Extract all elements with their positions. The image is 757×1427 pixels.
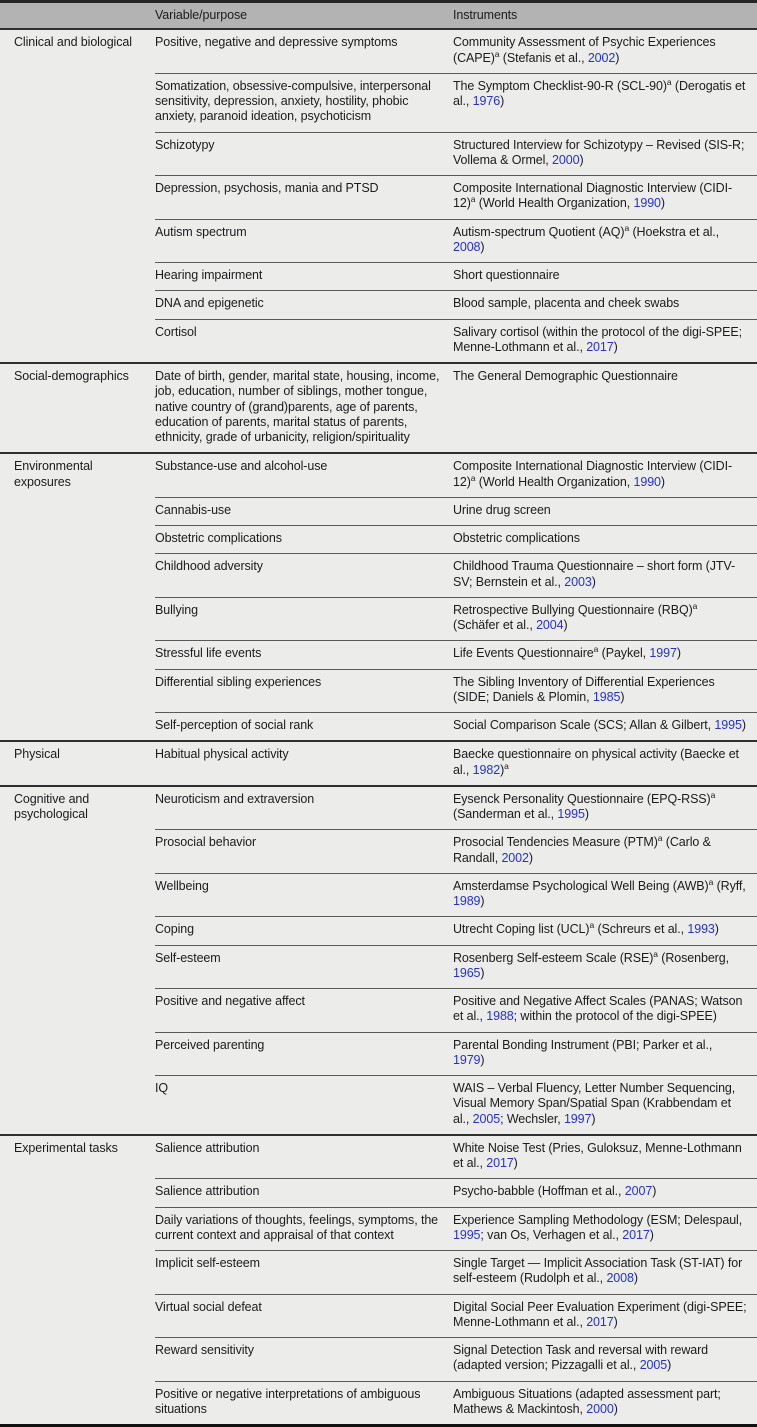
variable-cell: Somatization, obsessive-compulsive, interpersonal sensitivity, depression, anxiety, hostility, phobic anxiety, paranoid ideation, psychoticism xyxy=(155,73,453,132)
footnote-marker: a xyxy=(653,948,658,959)
category-cell: Clinical and biological xyxy=(0,29,155,363)
category-cell: Environmental exposures xyxy=(0,453,155,741)
instrument-cell: Composite International Diagnostic Interview (CIDI-12)$^a$ (World Health Organization, 1990) xyxy=(453,176,757,220)
table-row xyxy=(0,363,757,453)
table-row xyxy=(0,741,757,786)
table-body xyxy=(0,29,757,1425)
footnote-marker: a xyxy=(470,472,476,483)
citation-year-link[interactable]: 1989 xyxy=(453,894,481,908)
citation-year-link[interactable]: 1997 xyxy=(649,646,677,661)
instrument-cell: Positive and Negative Affect Scales (PANAS; Watson et al., 1988; within the protocol of the digi-SPEE) xyxy=(453,989,757,1033)
variable-cell: Positive or negative interpretations of ambiguous situations xyxy=(155,1381,453,1426)
citation-year-link[interactable]: 1979 xyxy=(453,1052,481,1067)
footnote-marker: a xyxy=(710,789,716,800)
citation-year-link[interactable]: 2005 xyxy=(472,1111,501,1126)
category-cell: Cognitive and psychological xyxy=(0,786,155,1135)
citation-year-link[interactable]: 2008 xyxy=(606,1271,634,1286)
citation-year-link[interactable]: 2008 xyxy=(453,239,481,254)
citation-year-link[interactable]: 2017 xyxy=(486,1156,514,1170)
table-header xyxy=(0,2,757,30)
instrument-cell: Baecke questionnaire on physical activity (Baecke et al., 1982)$^a$ xyxy=(453,741,757,786)
variable-cell: Stressful life events xyxy=(155,641,453,669)
category-cell: Experimental tasks xyxy=(0,1135,155,1426)
table-row xyxy=(0,1135,757,1179)
variable-cell: Self-esteem xyxy=(155,945,453,989)
citation-year-link[interactable]: 2017 xyxy=(622,1227,650,1242)
variable-cell: Daily variations of thoughts, feelings, symptoms, the current context and appraisal of that context xyxy=(155,1207,453,1251)
variable-cell: Childhood adversity xyxy=(155,554,453,598)
variable-cell: Cannabis-use xyxy=(155,497,453,525)
variable-cell: Depression, psychosis, mania and PTSD xyxy=(155,176,453,220)
footnote-marker: a xyxy=(504,760,509,771)
instrument-cell: Signal Detection Task and reversal with reward (adapted version; Pizzagalli et al., 2005) xyxy=(453,1338,757,1382)
citation-year-link[interactable]: 2000 xyxy=(552,152,580,167)
variable-cell: DNA and epigenetic xyxy=(155,291,453,319)
citation-year-link[interactable]: 1995 xyxy=(714,718,742,732)
citation-year-link[interactable]: 1995 xyxy=(453,1227,481,1242)
footnote-marker: a xyxy=(708,876,714,887)
instrument-cell: The Symptom Checklist-90-R $(SCL-90)^a$ (Derogatis et al., 1976) xyxy=(453,73,757,132)
instrument-cell: Eysenck Personality Questionnaire $(EPQ-RSS)^a$ (Sanderman et al., 1995) xyxy=(453,786,757,830)
instrument-cell: Blood sample, placenta and cheek swabs xyxy=(453,291,757,319)
footnote-marker: a xyxy=(692,600,698,611)
table-row xyxy=(0,453,757,497)
variable-cell: Bullying xyxy=(155,597,453,641)
instrument-cell: Ambiguous Situations (adapted assessment part; Mathews & Mackintosh, 2000) xyxy=(453,1381,757,1426)
citation-year-link[interactable]: 1990 xyxy=(633,474,661,489)
variable-cell: Habitual physical activity xyxy=(155,741,453,786)
citation-year-link[interactable]: 2002 xyxy=(501,850,529,865)
citation-year-link[interactable]: 1988 xyxy=(486,1009,514,1024)
variable-cell: Reward sensitivity xyxy=(155,1338,453,1382)
instrument-cell: Social Comparison Scale (SCS; Allan & Gilbert, 1995) xyxy=(453,713,757,742)
instrument-cell: Single Target — Implicit Association Task (ST-IAT) for self-esteem (Rudolph et al., 2008) xyxy=(453,1251,757,1295)
variable-cell: Positive, negative and depressive symptoms xyxy=(155,29,453,73)
citation-year-link[interactable]: 2002 xyxy=(587,50,616,65)
variable-cell: Hearing impairment xyxy=(155,263,453,291)
footnote-marker: a xyxy=(666,76,672,87)
instrument-cell: White Noise Test (Pries, Guloksuz, Menne-Lothmann et al., 2017) xyxy=(453,1135,757,1179)
citation-year-link[interactable]: 2007 xyxy=(624,1184,653,1199)
instrument-cell: Life Events Questionnaire$^a$ (Paykel, 1997) xyxy=(453,641,757,669)
citation-year-link[interactable]: 2004 xyxy=(536,618,564,632)
instrument-cell: Structured Interview for Schizotypy – Revised (SIS-R; Vollema & Ormel, 2000) xyxy=(453,132,757,176)
instrument-cell: The Sibling Inventory of Differential Experiences (SIDE; Daniels & Plomin, 1985) xyxy=(453,669,757,713)
variable-cell: Salience attribution xyxy=(155,1179,453,1207)
variable-cell: Neuroticism and extraversion xyxy=(155,786,453,830)
citation-year-link[interactable]: 1990 xyxy=(633,196,661,211)
citation-year-link[interactable]: 1982 xyxy=(472,762,501,777)
instrument-cell: Salivary cortisol (within the protocol of the digi-SPEE; Menne-Lothmann et al., 2017) xyxy=(453,319,757,363)
variable-cell: Wellbeing xyxy=(155,873,453,917)
instrument-cell: Short questionnaire xyxy=(453,263,757,291)
variable-cell: Salience attribution xyxy=(155,1135,453,1179)
footnote-marker: a xyxy=(470,194,476,205)
variable-cell: Differential sibling experiences xyxy=(155,669,453,713)
variable-cell: Self-perception of social rank xyxy=(155,713,453,742)
column-header-category xyxy=(0,2,155,30)
variable-cell: Autism spectrum xyxy=(155,219,453,263)
variable-cell: Coping xyxy=(155,917,453,945)
citation-year-link[interactable]: 2003 xyxy=(564,574,592,589)
instrument-cell: Obstetric complications xyxy=(453,526,757,554)
header-row xyxy=(0,2,757,30)
table-row xyxy=(0,786,757,830)
citation-year-link[interactable]: 2005 xyxy=(639,1358,668,1373)
instrument-cell: The General Demographic Questionnaire xyxy=(453,363,757,453)
instrument-cell: Community Assessment of Psychic Experiences (CAPE)$^a$ (Stefanis et al., 2002) xyxy=(453,29,757,73)
citation-year-link[interactable]: 1995 xyxy=(557,807,585,821)
instrument-cell: Prosocial Tendencies Measure (PTM)$^a$ (Carlo & Randall, 2002) xyxy=(453,830,757,874)
variable-cell: Virtual social defeat xyxy=(155,1294,453,1338)
variable-cell: Prosocial behavior xyxy=(155,830,453,874)
footnote-marker: a xyxy=(589,920,595,931)
column-header-variable: Variable/purpose xyxy=(155,2,453,30)
variable-cell: Cortisol xyxy=(155,319,453,363)
citation-year-link[interactable]: 1976 xyxy=(472,94,501,108)
footnote-marker: a xyxy=(657,833,663,844)
variable-cell: Schizotypy xyxy=(155,132,453,176)
citation-year-link[interactable]: 2017 xyxy=(586,339,614,354)
instrument-cell: Psycho-babble (Hoffman et al., 2007) xyxy=(453,1179,757,1207)
instrument-cell: Childhood Trauma Questionnaire – short form (JTV-SV; Bernstein et al., 2003) xyxy=(453,554,757,598)
variable-cell: Date of birth, gender, marital state, housing, income, job, education, number of siblings, mother tongue, native country of (grand)parents, age of parents, education of parents, marital status of parents, ethnicity, grade of urbanicity, religion/spirituality xyxy=(155,363,453,453)
variable-cell: Substance-use and alcohol-use xyxy=(155,453,453,497)
footnote-marker: a xyxy=(593,644,599,655)
footnote-marker: a xyxy=(624,222,630,233)
instrument-cell: Utrecht Coping list (UCL)$^a$ (Schreurs et al., 1993) xyxy=(453,917,757,945)
variable-cell: Perceived parenting xyxy=(155,1032,453,1076)
citation-year-link[interactable]: 2017 xyxy=(586,1314,614,1329)
footnote-marker: a xyxy=(494,48,500,59)
citation-year-link[interactable]: 1965 xyxy=(453,965,481,980)
column-header-instruments: Instruments xyxy=(453,2,757,30)
instrument-cell: WAIS – Verbal Fluency, Letter Number Sequencing, Visual Memory Span/Spatial Span (Krabbendam et al., 2005; Wechsler, 1997) xyxy=(453,1076,757,1135)
category-cell: Physical xyxy=(0,741,155,786)
citation-year-link[interactable]: 2000 xyxy=(586,1401,614,1416)
instrument-cell: Retrospective Bullying Questionnaire (RBQ)$^a$ (Schäfer et al., 2004) xyxy=(453,597,757,641)
instrument-cell: Composite International Diagnostic Interview (CIDI-12)$^a$ (World Health Organization, 1990) xyxy=(453,453,757,497)
citation-year-link[interactable]: 1997 xyxy=(563,1111,592,1126)
instrument-cell: Digital Social Peer Evaluation Experiment (digi-SPEE; Menne-Lothmann et al., 2017) xyxy=(453,1294,757,1338)
instrument-cell: Amsterdamse Psychological Well Being (AWB)$^a$ (Ryff, 1989) xyxy=(453,873,757,917)
variable-cell: IQ xyxy=(155,1076,453,1135)
citation-year-link[interactable]: 1985 xyxy=(592,689,621,704)
category-cell: Social-demographics xyxy=(0,363,155,453)
instrument-cell: Urine drug screen xyxy=(453,497,757,525)
variable-cell: Implicit self-esteem xyxy=(155,1251,453,1295)
variable-cell: Obstetric complications xyxy=(155,526,453,554)
instrument-cell: Parental Bonding Instrument (PBI; Parker et al., 1979) xyxy=(453,1032,757,1076)
variable-cell: Positive and negative affect xyxy=(155,989,453,1033)
citation-year-link[interactable]: 1993 xyxy=(687,922,715,937)
instrument-cell: Experience Sampling Methodology (ESM; Delespaul, 1995; van Os, Verhagen et al., 2017) xyxy=(453,1207,757,1251)
table-row xyxy=(0,29,757,73)
instrument-cell: Rosenberg Self-esteem Scale (RSE)$^a$ (Rosenberg, 1965) xyxy=(453,945,757,989)
instrument-cell: Autism-spectrum Quotient (AQ)$^a$ (Hoekstra et al., 2008) xyxy=(453,219,757,263)
